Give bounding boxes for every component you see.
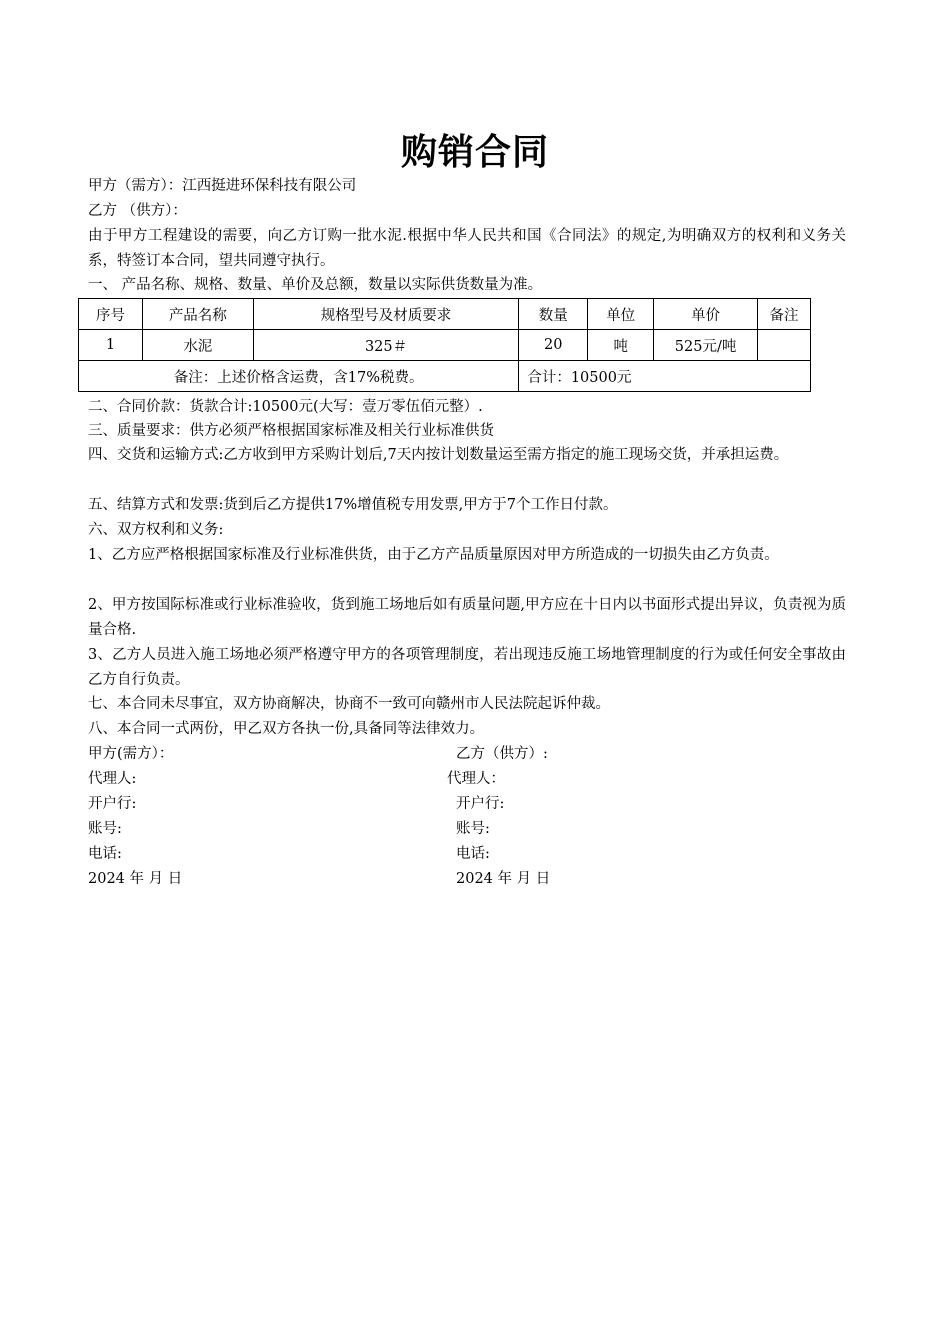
party-a-line: 甲方（需方）：江西挺进环保科技有限公司 xyxy=(88,178,357,194)
header-index: 序号 xyxy=(79,299,143,330)
table-note: 备注：上述价格含运费，含17%税费。 xyxy=(79,361,519,392)
clause-3: 三、质量要求：供方必须严格根据国家标准及相关行业标准供货 xyxy=(88,423,494,439)
party-a-phone-label: 电话: xyxy=(88,846,122,862)
cell-index: 1 xyxy=(79,330,143,361)
party-b-line: 乙方 （供方）： xyxy=(88,203,187,219)
product-table xyxy=(78,298,811,392)
clause-4: 四、交货和运输方式:乙方收到甲方采购计划后,7天内按计划数量运至需方指定的施工现场交货，并承担运费。 xyxy=(88,447,789,463)
clause-6-2: 2、甲方按国际标准或行业标准验收，货到施工场地后如有质量问题,甲方应在十日内以书面形式提出异议，负责视为质量合格. xyxy=(88,597,846,638)
clause-7: 七、本合同未尽事宜，双方协商解决，协商不一致可向赣州市人民法院起诉仲裁。 xyxy=(88,696,610,712)
header-spec: 规格型号及材质要求 xyxy=(253,299,519,330)
party-a-agent-label: 代理人: xyxy=(88,771,137,787)
clause-6-3: 3、乙方人员进入施工场地必须严格遵守甲方的各项管理制度，若出现违反施工场地管理制度的行为或任何安全事故由乙方自行负责。 xyxy=(88,647,846,688)
cell-product-name: 水泥 xyxy=(142,330,253,361)
cell-unit-price: 525元/吨 xyxy=(654,330,758,361)
party-b-account-label: 账号: xyxy=(456,821,490,837)
document-title: 购销合同 xyxy=(400,132,549,173)
table-header-row xyxy=(79,299,811,330)
header-unit-price: 单价 xyxy=(654,299,758,330)
section-1-heading: 一、 产品名称、规格、数量、单价及总额，数量以实际供货数量为准。 xyxy=(88,277,543,293)
clause-8: 八、本合同一式两份，甲乙双方各执一份,具备同等法律效力。 xyxy=(88,721,485,737)
table-total: 合计：10500元 xyxy=(519,361,811,392)
cell-spec: 325＃ xyxy=(253,330,519,361)
header-unit: 单位 xyxy=(588,299,654,330)
cell-quantity: 20 xyxy=(519,330,588,361)
party-b-agent-label: 代理人： xyxy=(447,771,505,787)
header-remarks: 备注 xyxy=(758,299,811,330)
party-a-signature-label: 甲方(需方）： xyxy=(88,746,174,762)
party-a-bank-label: 开户行: xyxy=(88,796,137,812)
party-b-bank-label: 开户行: xyxy=(456,796,505,812)
table-row xyxy=(79,330,811,361)
party-b-phone-label: 电话: xyxy=(456,846,490,862)
clause-6: 六、双方权利和义务: xyxy=(88,522,224,538)
table-summary-row xyxy=(79,361,811,392)
party-b-signature-label: 乙方（供方）: xyxy=(456,746,548,762)
party-a-date: 2024 年 月 日 xyxy=(88,871,183,887)
clause-5: 五、结算方式和发票:货到后乙方提供17%增值税专用发票,甲方于7个工作日付款。 xyxy=(88,497,618,513)
cell-remarks xyxy=(758,330,811,361)
party-a-account-label: 账号: xyxy=(88,821,122,837)
intro-paragraph: 由于甲方工程建设的需要，向乙方订购一批水泥.根据中华人民共和国《合同法》的规定,为明确双方的权利和义务关系，特签订本合同，望共同遵守执行。 xyxy=(88,228,846,269)
clause-2: 二、合同价款：货款合计:10500元(大写：壹万零伍佰元整）. xyxy=(88,399,483,415)
header-quantity: 数量 xyxy=(519,299,588,330)
cell-unit: 吨 xyxy=(588,330,654,361)
header-product-name: 产品名称 xyxy=(142,299,253,330)
party-b-date: 2024 年 月 日 xyxy=(456,871,551,887)
clause-6-1: 1、乙方应严格根据国家标准及行业标准供货，由于乙方产品质量原因对甲方所造成的一切损失由乙方负责。 xyxy=(88,547,779,563)
